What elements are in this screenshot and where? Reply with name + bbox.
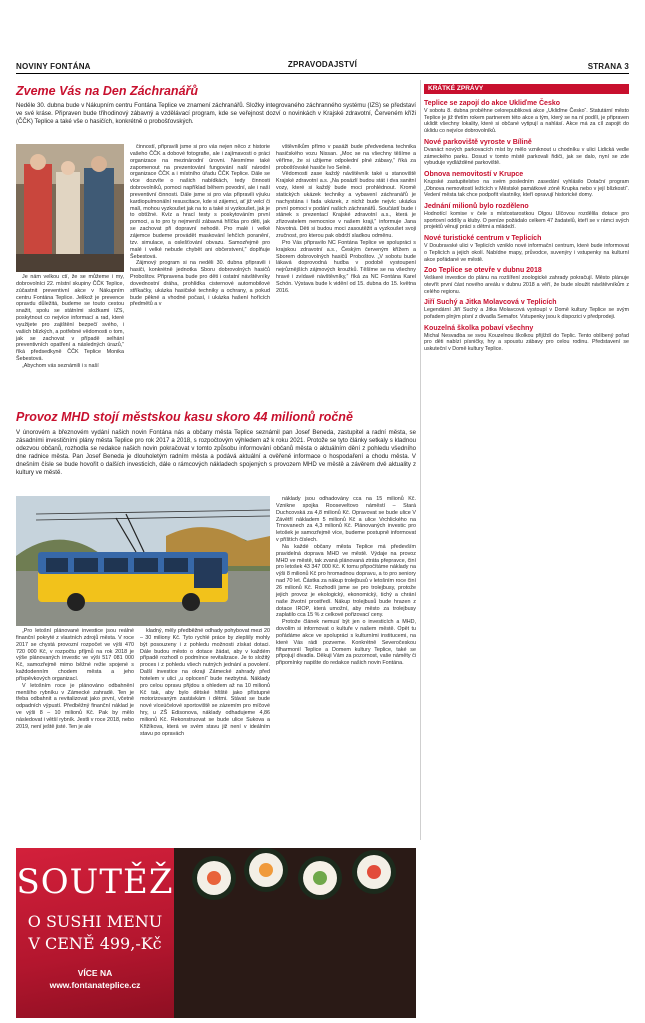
- news-brief-body: Krupské zastupitelstvo na svém posledním zasedání vyhlásilo Dotační program „Obnova nemovitostí ležících v Městské památkové zóně Krupka nebo v její blízkosti“. Vedení města tak chce podpořit vlastníky, kteří opravují historické domy.: [424, 178, 629, 199]
- sidebar-heading: KRÁTKÉ ZPRÁVY: [424, 84, 629, 94]
- sushi-advertisement[interactable]: [16, 848, 416, 990]
- news-brief-body: V Doubravské ulici v Teplicích vzniklo nové informační centrum, které bude informovat o Teplicích a jejich okolí. Nabídne mapy, průvodce, suvenýry i vstupenky na kulturní akce pořádané ve městě.: [424, 243, 629, 263]
- article2-lead: V únorovém a březnovém vydání našich novin Fontána nás a občany města Teplice seznámil pan Josef Beneda, zastupitel a radní města, se zásadními investičními plány města Teplice pro rok 2017 a 2018, s rozpočtovým výhledem až k roku 2021. Protože se tyto články setkaly s kladnou odezvou občanů, rozhodla se redakce našich novin pokračovat v tomto způsobu informování občanů města o aktuálním dění z pohledu všedního dne radnice města. Pan Josef Beneda je dlouholetým radním města a podává aktuální a ověřené informace o hospodaření a chodu města. V dnešním čísle se bude hovořit o dalších investicích, dále o rámcových nákladech spojených s provozem MHD ve městě a závěrem dvě aktuality z kultury ve městě.: [16, 429, 416, 477]
- ad-title: SOUTĚŽ: [16, 862, 174, 902]
- article1-paragraph: Zájmový program si na neděli 30. dubna připravili i hasiči, konkrétně jednotka Sboru dobrovolných hasičů Proboštov. Připravena bude pro děti i ostatní návštěvníky dovednostní dráha, prohlídka cisternové automobilové stříkačky, ukázka hasičské techniky a ochrany, a pokud bude pěkné a vhodné počasí, i ukázka hašení hořících předmětů a v: [130, 260, 270, 308]
- section-name: ZPRAVODAJSTVÍ: [287, 60, 358, 69]
- news-brief-title: Teplice se zapojí do akce Ukliďme Česko: [424, 100, 561, 107]
- ad-line-2: V CENĚ 499,-Kč: [28, 934, 162, 953]
- ad-more-label: VÍCE NA: [77, 968, 113, 978]
- article1-paragraph: „Abychom vás seznámili i s naší: [22, 362, 99, 369]
- news-brief-item: [424, 138, 629, 167]
- news-brief-title: Kouzelná školka pobaví všechny: [424, 324, 534, 332]
- news-brief-title: Jiří Suchý a Jitka Molavcová v Teplicích: [424, 299, 557, 307]
- news-brief-item: [424, 99, 629, 135]
- article2-paragraph: Na každé občany města Teplice má především pravidelná doprava MHD ve městě. Výdaje na provoz MHD ve městě, tak zvaná plánovaná ztráta přepravce, činí pro letošek 43 347 000 Kč. K tomu připočítáme náklady na výši 8 milionů Kč pro hromadnou dopravu, a to pro seniory nad 70 let. Částka za nákup trolejbusů v letošním roce činí 26 milionů Kč. Rozhodli jsme se pro trolejbusy, protože jejich provoz je ekologický, ekonomický, tichý a chrání naše životní prostředí. Nákup trolejbusů bude hrazen z dotace IROP, která umožní, aby město za trolejbusy zaplatilo cca 15 % z celkové pořizovací ceny.: [276, 543, 416, 619]
- article1-photo: [16, 144, 124, 272]
- news-brief-body: Hodnotící komise v čele s místostarostkou Olgou Ulčovou rozdělila dotace pro sportovní oddíly a kluby. O peníze požádalo celkem 47 žadatelů, kteří se v rámci svých projektů věnují práci s dětmi a mládeží.: [424, 211, 629, 231]
- article2-paragraph: V letošním roce je plánováno odbahnění menšího rybníku v Zámecké zahradě. Ten je třeba odbahnit a revitalizovat jako první, včetně odpadních výpustí. Předběžný finanční náklad je ve výši 8 – 10 milionů Kč. Pak by mělo následovat i větší rybník. Jestli v roce 2018, nebo 2019, není ještě jisté. Ten je ale: [16, 682, 134, 730]
- article2-paragraph: „Pro letošní plánované investice jsou reálné finanční pokryté z vlastních zdrojů města. V roce 2017 se chystá provozní rozpočet ve výši 470 720 000 Kč, v rozpočtu příjmů na rok 2018 je výše plánovaných investic ve výši 517 081 000 Kč, samozřejmě mimo běžné režie spojené s každodenním chodem města a jeho příspěvkových organizací.: [16, 628, 134, 682]
- article1-lead: Neděle 30. dubna bude v Nákupním centru Fontána Teplice ve znamení záchranářů. Složky integrovaného záchranného systému (IZS) se představí ve své kráse. Připraven bude třihodinový zábavný a vzdělávací program, kde se veřejnost dozví o novinkách v Krajské zdravotní, Červeném kříži (ČČK) Teplice a také vše o hasičích, konkrétně o probošťovských.: [16, 102, 416, 126]
- article1-paragraph: Je nám velkou ctí, že se můžeme i my, dobrovolníci 22. místní skupiny ČČK Teplice, zúčastnit preventivní akce v Nákupním centru Fontána Teplice. Jelikož je prevence opravdu důležitá, budeme se touto cestou snažit, spolu se státními složkami IZS, poskytnout co nejvíce informací a rad, které využijete pro zajištění bezpečí svého, i vašich blízkých, a potřebné vědomosti o tom, jak se zachovat v případě selhání preventivních opatření a následných úrazů,” říká předsedkyně ČČK Teplice Monika Šebestová.: [16, 274, 124, 363]
- news-brief-body: Dvanáct nových parkovacích míst by mělo vzniknout u chodníku v ulici Lidická vedle zámeckého parku. Dosud v tomto místě parkovali řidiči, jak se dalo, nyní se zde vybuduje vydlážděné parkoviště.: [424, 146, 629, 167]
- news-brief-body: Veškeré investice do plánu na rozšíření zoologické zahrady pokračují. Město plánuje otevřít první část nového areálu v dubnu 2018 a věří, že bude sloužit návštěvníkům z celého regionu.: [424, 275, 629, 295]
- news-brief-title: Nové parkoviště vyroste v Bílině: [424, 138, 532, 146]
- article1-paragraph: Vědomosti zase každý návštěvník také u stanoviště Krajské zdravotní a.s. „Na posázlí budou stát i dva sanitní vozy, které si každý bude moci prohlédnout. Kromě statických ukázek techniky a vybavení záchranářů je nachystána i řada ukázek, z nichž bude nejvíc ukázka první pomoci v podání našich záchranářů. Součástí bude i stánek s prezentací Krajské zdravotní a.s., která je zřizovatelem nemocnice v našem kraji,” informuje Jana Novotná. Děti si budou moci zasoutěžit a vyzkoušet svoji zručnost, pro kterou pak obdrží sladkou odměnu.: [276, 171, 416, 239]
- article2-column-3: [276, 496, 416, 832]
- ad-url[interactable]: www.fontanateplice.cz: [49, 980, 141, 990]
- news-brief-body: Michal Nesvadba se svou Kouzelnou školkou přijíždí do Teplic. Tento oblíbený pořad pro děti nabízí písničky, hry a spoustu zábavy pro celou rodinu. Představení se uskuteční v Domě kultury Teplice.: [424, 332, 629, 353]
- trolleybus-photo: [16, 496, 270, 626]
- article2-headline: Provoz MHD stojí městskou kasu skoro 44 milionů ročně: [16, 410, 353, 424]
- article1-paragraph: vštěvníkům přímo v pasáži bude předvedena technika hasičského vozu Nissan. „Moc se na všechny těšíme a věříme, že si užijeme odpolední plné zábavy,” říká za probošťovské hasiče Ivo Selně.: [276, 144, 416, 171]
- article1-column-3: [276, 144, 416, 408]
- article1-column-1: [16, 274, 124, 408]
- page-number: STRANA 3: [587, 62, 629, 71]
- sushi-photo: [174, 848, 416, 1018]
- news-brief-item: [424, 202, 629, 231]
- news-brief-title: Nové turistické centrum v Teplicích: [424, 235, 542, 243]
- article1-column-2: [130, 144, 270, 408]
- article2-paragraph: Protože článek nemusí být jen o investicích a MHD, dovolím si informovat o kultuře v našem městě. Opět tu pořádáme akce ve spolupráci s kulturními institucemi, na které Vás rádi pozveme. Konkrétně Severočeskou filharmonií Teplice a Domem kultury Teplice, také se připojují divadla. Děkuji Vám za pozornost, vaše náměty či připomínky napište do redakce našich novin Fontána.: [276, 619, 416, 667]
- news-brief-item: [424, 324, 629, 353]
- article2-column-2: [140, 628, 270, 832]
- news-brief-item: [424, 234, 629, 263]
- news-brief-item: [424, 298, 629, 320]
- news-brief-item: [424, 170, 629, 199]
- sushi-rolls-image: [174, 848, 416, 1018]
- ad-text-panel: [16, 848, 174, 1018]
- news-brief-title: Jednání milionů bylo rozděleno: [424, 203, 529, 211]
- ad-line-1: O SUSHI MENU: [27, 912, 163, 931]
- news-brief-title: Zoo Teplice se otevře v dubnu 2018: [424, 267, 542, 275]
- news-brief-body: V sobotu 8. dubna proběhne celorepubliková akce „Ukliďme Česko“. Statutární město Teplice je již třetím rokem partnerem této akce a tým, který se na ní podílí, je připraven uklidit všechny lokality, které si občané vytipují a nahlásí. Akce má za cíl zapojit do úklidu co nejvíce dobrovolníků.: [424, 108, 629, 135]
- news-brief-item: [424, 266, 629, 295]
- news-brief-title: Obnova nemovitostí v Krupce: [424, 170, 524, 178]
- ad-background: [16, 848, 416, 1018]
- article2-column-1: [16, 628, 134, 832]
- column-divider: [420, 80, 421, 840]
- rescue-team-photo: [16, 144, 124, 272]
- article2-paragraph: náklady jsou odhadovány cca na 15 milionů Kč. Vznikne spojka Rooseveltovo náměstí – Stará Duchcovská za 4,8 milionů Kč. Opravovat se bude ulice V Závětří nákladem 5 milionů Kč a ulice Vrchlického na Trnovanech za 4,3 milionů Kč. Plánovaných investic pro letošek je samozřejmě více, budeme postupně informovat v příštích číslech.: [276, 496, 416, 544]
- news-brief-body: Legendární Jiří Suchý a Jitka Molavcová vystoupí v Domě kultury Teplice se svým pořadem plným písní z divadla Semafor. Vstupenky jsou k dispozici v předprodeji.: [424, 307, 629, 321]
- publication-name: NOVINY FONTÁNA: [16, 62, 91, 71]
- news-brief-list: [424, 96, 629, 906]
- article1-paragraph: činností, připravili jsme si pro vás nejen něco z historie vašeho ČČK a dobové fotografie, ale i zajímavosti o práci organizace na mezinárodní úrovni. Nesmíme také zapomenout na prezentování fungování naší národní organizace ČČK a i místního úřadu ČČK Teplice. Dále se více dozvíte o našich nabídkách, tedy činnosti dobrovolníků, pomoci například během povodní, ale i naší preventivní činnosti. Dále jsme si pro vás připravili výuku kardiopulmonální resuscitace, kde si zájemci, ať již velcí či malí, mohou vyzkoušet jak na to a také si vyzkoušet, jak je to obtížné. Kvíz a hrací testy s poskytováním první pomoci, a to pro ty nejmenší zábavná hříčka pro děti, jak se zachovat při dopravní nehodě. Pro malé i velké zájemce budeme provádět maskování lehčích poranění, tzv. simulace, a oslešťování obvazu. Samozřejmě pro malé i velké nebude chybět ani občerstvení,” doplňuje Šebestová.: [130, 144, 270, 260]
- page-header: [16, 60, 629, 74]
- article2-paragraph: kladný, měly předběžné odhady pohybovat mezi 20 – 30 miliony Kč. Tyto rychlé práce by zlepšily mohly být posouzeny i z pohledu možnosti získat dotaci. Dále budou město o dotace žádat, aby v každém případě rozhodl o podmínce revitalizace. Je to složitý proces i z pohledu všech nutných jednání a povolení. Další investice na okraji Zámecké zahrady před hotelem v ulici „u oplocení“ bude nezbytná. Náklady pro celou opravu přijdou s ohledem až na 10 milionů Kč tak, aby bylo dětské hřiště jako přístupné motorizovaným zastávkám i dětmi. Stávat se bude nové víceúčelové sportoviště se zázemím pro míčové hry, u ZŠ Edisonova, náklady odhadujeme 4,86 milionů Kč. Rekonstruovat se bude ulice Sukova a Křižíkova, která ve svém stavu již není v ideálním stavu po opravách: [140, 628, 270, 737]
- article1-paragraph: Pro Vás připravilo NC Fontána Teplice ve spolupráci s krajskou zdravotní a.s., Českým červeným křížem a Sborem dobrovolných hasičů Proboštov. „V sobotu bude lákavá doprovodná hudba v podobě vystoupení nejrůznějších zájmových kroužků. Těšíme se na všechny hravé i zvídavé návštěvníky,” říká za NC Fontána Karel Schön. Výstava bude k vidění od 15. dubna do 15. května 2016.: [276, 239, 416, 294]
- article2-photo: [16, 496, 270, 626]
- article1-headline: Zveme Vás na Den Záchranářů: [16, 84, 199, 98]
